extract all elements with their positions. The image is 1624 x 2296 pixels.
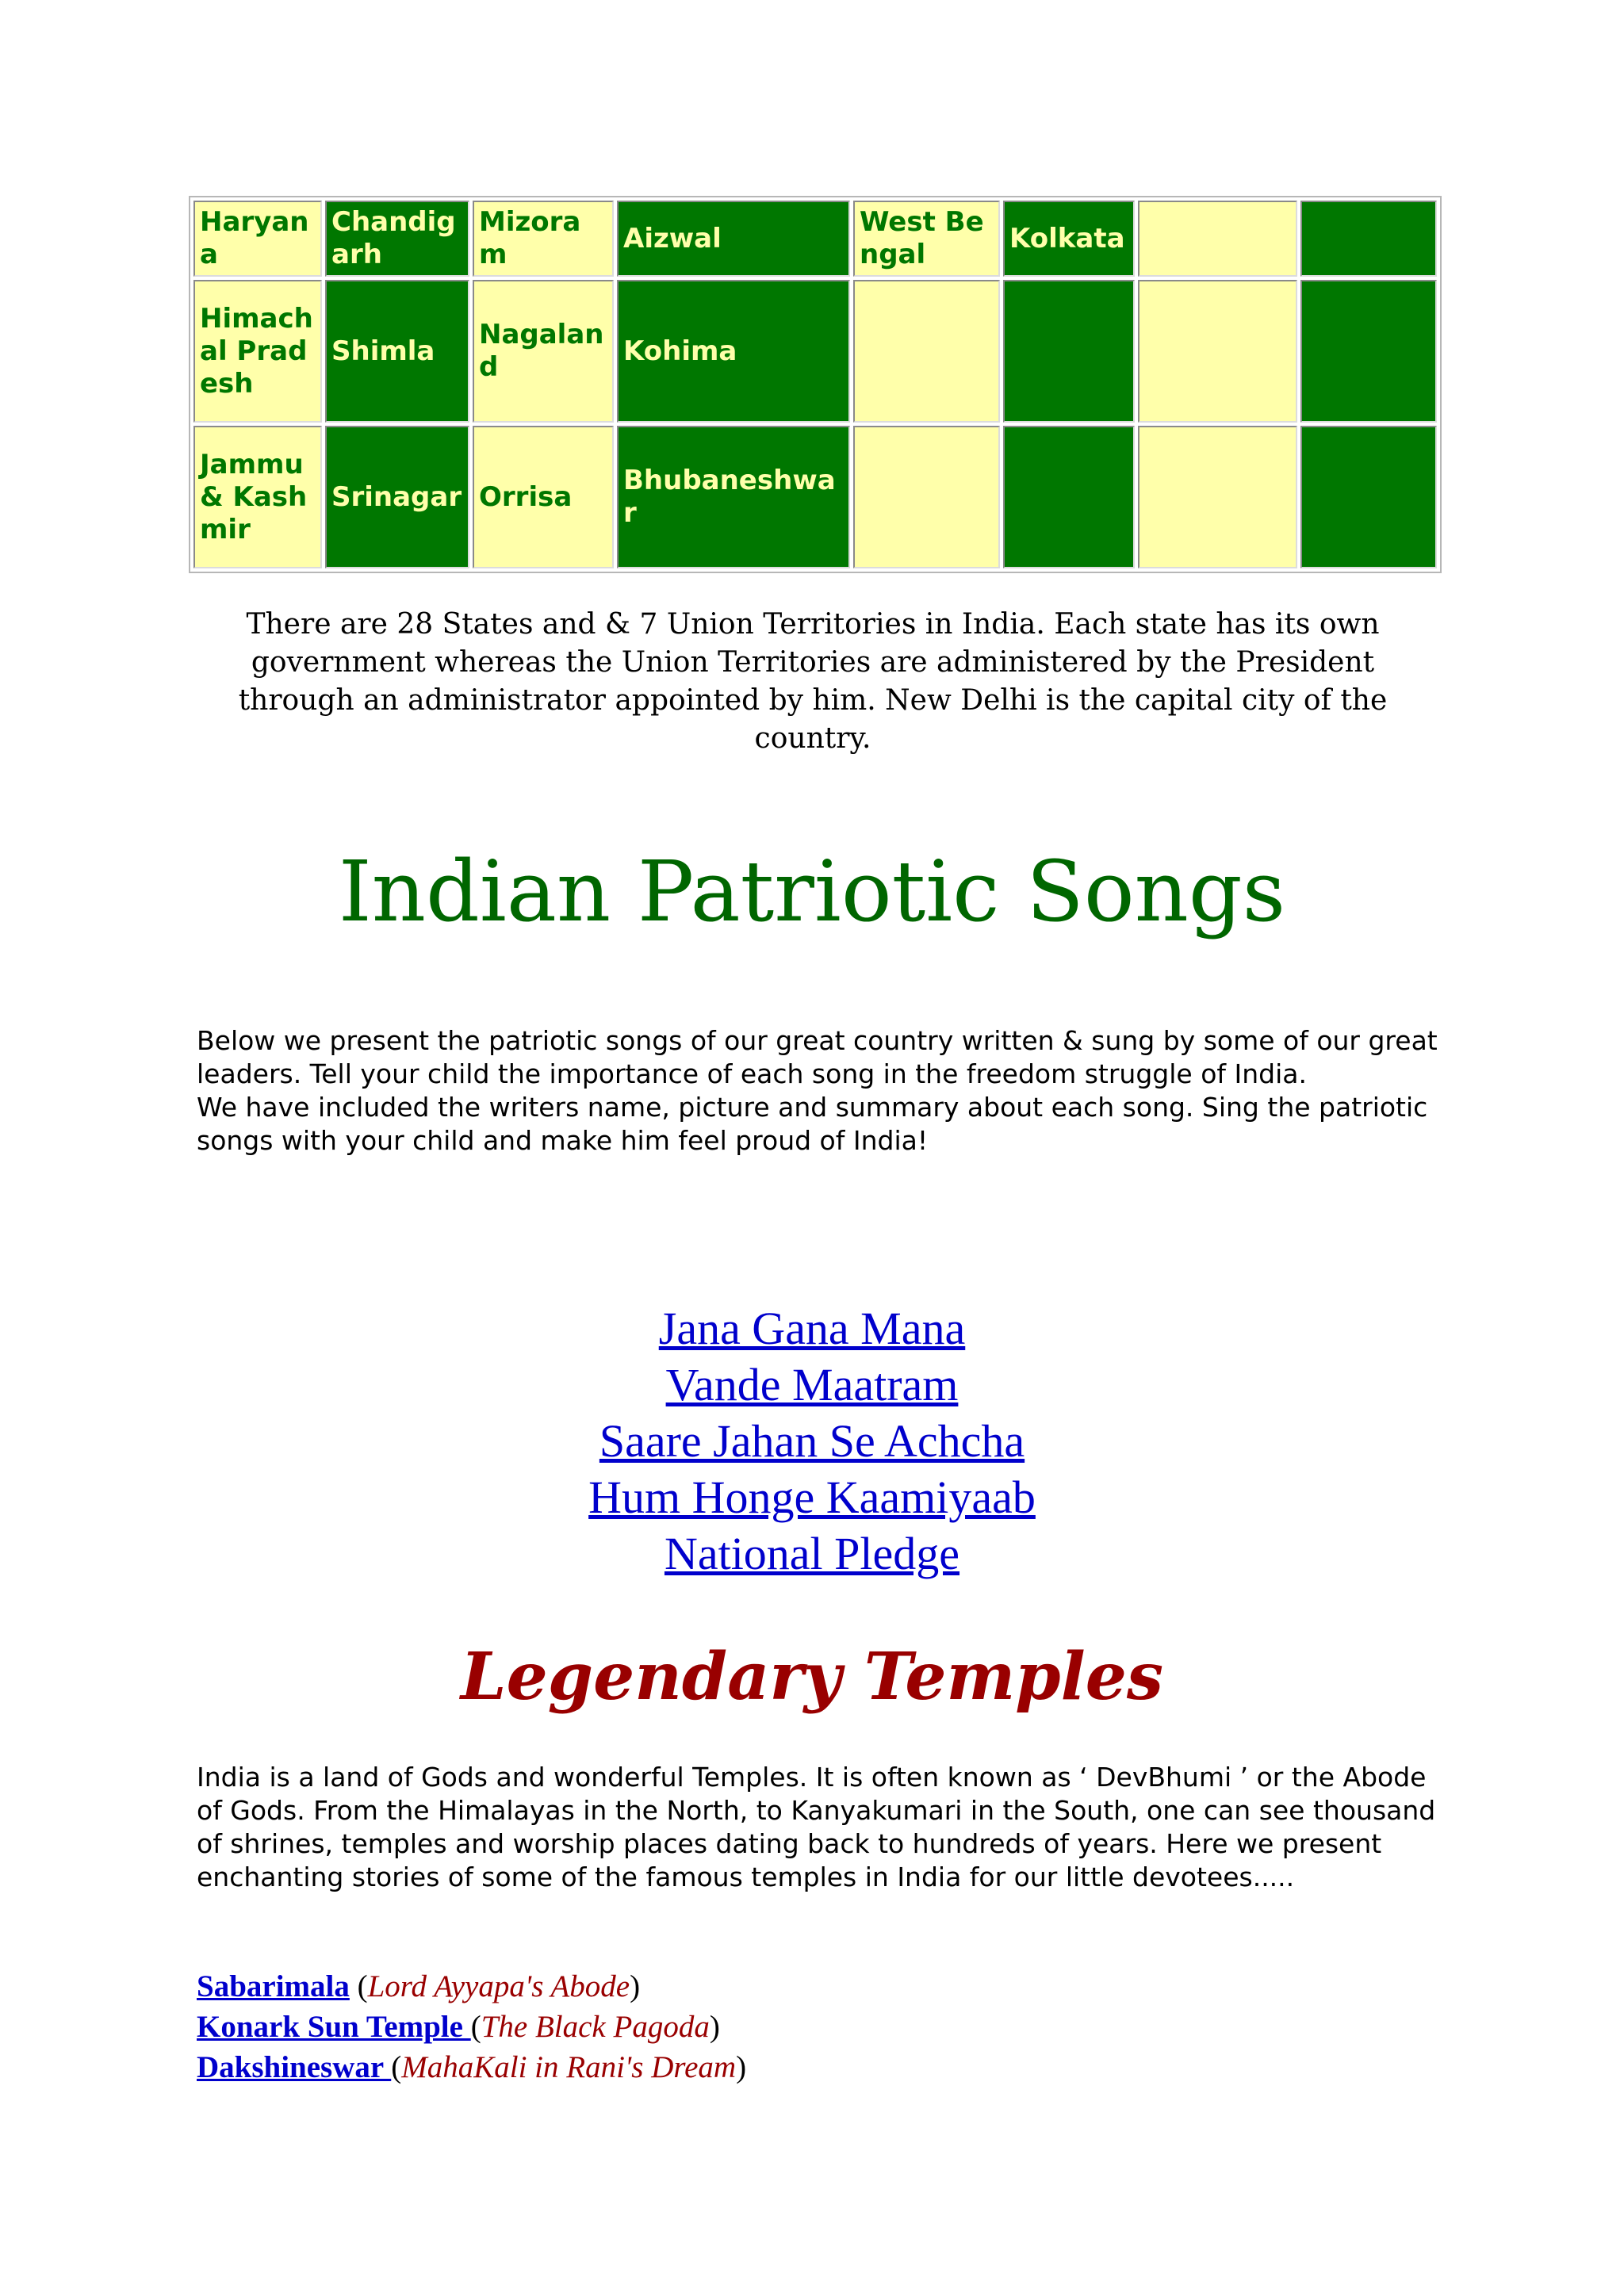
song-link-hum-honge-kaamiyaab[interactable]: Hum Honge Kaamiyaab [588, 1471, 1036, 1523]
state-cell [1138, 201, 1297, 277]
capital-cell [1003, 426, 1135, 568]
capital-cell [1003, 280, 1135, 423]
capital-cell: Chandigarh [325, 201, 469, 277]
paren-open: ( [357, 1969, 368, 2003]
table-row [193, 426, 1437, 568]
state-cell: Orrisa [473, 426, 614, 568]
capital-cell: Kolkata [1003, 201, 1135, 277]
capital-cell: Shimla [325, 280, 469, 423]
table-row [193, 201, 1437, 277]
song-link-jana-gana-mana[interactable]: Jana Gana Mana [658, 1303, 966, 1354]
state-cell: Jammu & Kashmir [193, 426, 322, 568]
capital-cell: Kohima [617, 280, 850, 423]
capital-cell [1300, 426, 1437, 568]
temple-link-dakshineswar[interactable]: Dakshineswar [197, 2050, 392, 2084]
state-cell [853, 426, 1000, 568]
temple-note: Lord Ayyapa's Abode [367, 1969, 630, 2003]
temple-note: MahaKali in Rani's Dream [401, 2050, 737, 2084]
paren-close: ) [709, 2010, 720, 2044]
paren-open: ( [391, 2050, 402, 2084]
songs-paragraph-1: Below we present the patriotic songs of our great country written & sung by some of our great leaders. Tell your child the importance of each song in the freedom struggle of India. [197, 1025, 1438, 1089]
state-cell [853, 280, 1000, 423]
list-item [0, 1525, 1624, 1582]
state-cell: Himachal Pradesh [193, 280, 322, 423]
songs-heading: Indian Patriotic Songs [338, 843, 1286, 940]
list-item [0, 1413, 1624, 1469]
temples-description: India is a land of Gods and wonderful Temples. It is often known as ‘ DevBhumi ’ or the Abode of Gods. From the Himalayas in the North, to Kanyakumari in the South, one can see thousand of shrines, temples and worship places dating back to hundreds of years. Here we present enchanting stories of some of the famous temples in India for our little devotees..... [197, 1762, 1436, 1892]
state-cell [1138, 280, 1297, 423]
capital-cell: Aizwal [617, 201, 850, 277]
list-item [0, 1469, 1624, 1525]
list-item [197, 2007, 746, 2047]
states-capitals-table [189, 196, 1442, 573]
temple-link-konark-sun-temple[interactable]: Konark Sun Temple [197, 2010, 471, 2044]
paren-close: ) [736, 2050, 747, 2084]
capital-cell [1300, 280, 1437, 423]
song-link-national-pledge[interactable]: National Pledge [664, 1528, 960, 1579]
state-cell: West Bengal [853, 201, 1000, 277]
song-link-vande-maatram[interactable]: Vande Maatram [665, 1359, 959, 1410]
capital-cell: Bhubaneshwar [617, 426, 850, 568]
songs-description [197, 1024, 1442, 1158]
temple-link-sabarimala[interactable]: Sabarimala [197, 1969, 350, 2003]
temples-heading: Legendary Temples [460, 1639, 1164, 1715]
songs-paragraph-2: We have included the writers name, picture and summary about each song. Sing the patriotic songs with your child and make him feel proud of India! [197, 1092, 1428, 1156]
capital-cell [1300, 201, 1437, 277]
intro-paragraph: There are 28 States and & 7 Union Territories in India. Each state has its own government whereas the Union Territories are administered by the President through an administrator appointed by him. New Delhi is the capital city of the country. [238, 608, 1388, 755]
paren-open: ( [470, 2010, 481, 2044]
list-item [197, 1966, 746, 2007]
list-item [0, 1300, 1624, 1357]
temple-link-list [197, 1966, 746, 2087]
songs-link-list [0, 1300, 1624, 1582]
state-cell: Haryana [193, 201, 322, 277]
paren-close: ) [630, 1969, 641, 2003]
table-row [193, 280, 1437, 423]
list-item [197, 2047, 746, 2087]
state-cell [1138, 426, 1297, 568]
list-item [0, 1357, 1624, 1413]
state-cell: Mizoram [473, 201, 614, 277]
state-cell: Nagaland [473, 280, 614, 423]
temple-note: The Black Pagoda [481, 2010, 710, 2044]
capital-cell: Srinagar [325, 426, 469, 568]
song-link-saare-jahan-se-achcha[interactable]: Saare Jahan Se Achcha [599, 1415, 1025, 1467]
